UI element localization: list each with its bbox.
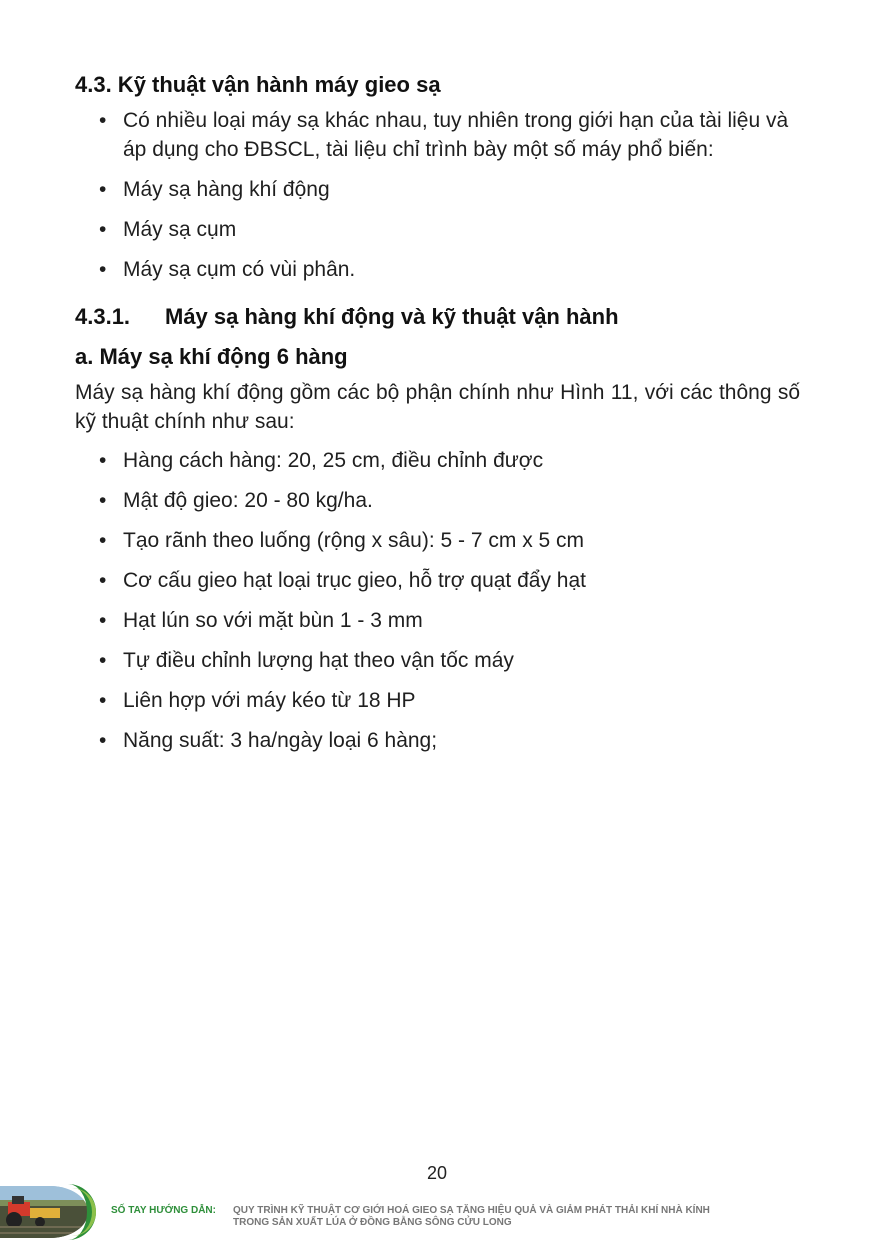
list-item: • Hạt lún so với mặt bùn 1 - 3 mm — [75, 606, 800, 635]
footer-caption — [111, 1205, 710, 1229]
footer-light-green-arc — [70, 1188, 96, 1236]
subsection-heading — [75, 298, 800, 336]
list-item: • Mật độ gieo: 20 - 80 kg/ha. — [75, 486, 800, 515]
list-item: • Cơ cấu gieo hạt loại trục gieo, hỗ trợ quạt đẩy hạt — [75, 566, 800, 595]
list-item: • Có nhiều loại máy sạ khác nhau, tuy nhiên trong giới hạn của tài liệu và áp dụng cho ĐBSCL, tài liệu chỉ trình bày một số máy phổ biến: — [75, 106, 800, 164]
subsection-title: Máy sạ hàng khí động và kỹ thuật vận hành — [165, 304, 619, 329]
body-paragraph: Máy sạ hàng khí động gồm các bộ phận chính như Hình 11, với các thông số kỹ thuật chính như sau: — [75, 381, 800, 433]
list-item: • Liên hợp với máy kéo từ 18 HP — [75, 686, 800, 715]
list-item: • Hàng cách hàng: 20, 25 cm, điều chỉnh được — [75, 446, 800, 475]
section-heading: 4.3. Kỹ thuật vận hành máy gieo sạ — [75, 72, 441, 97]
list-item: • Tự điều chỉnh lượng hạt theo vận tốc máy — [75, 646, 800, 675]
list-item: • Máy sạ cụm có vùi phân. — [75, 255, 800, 284]
subsection-number: 4.3.1. — [75, 304, 131, 329]
sub-subheading: a. Máy sạ khí động 6 hàng — [75, 344, 348, 369]
footer-line-2: TRONG SẢN XUẤT LÚA Ở ĐỒNG BẰNG SÔNG CỬU LONG — [233, 1217, 512, 1228]
list-item: • Máy sạ hàng khí động — [75, 175, 800, 204]
footer-line-1: QUY TRÌNH KỸ THUẬT CƠ GIỚI HOÁ GIEO SẠ TĂNG HIỆU QUẢ VÀ GIẢM PHÁT THẢI KHÍ NHÀ KÍNH — [233, 1205, 710, 1216]
list-item: • Năng suất: 3 ha/ngày loại 6 hàng; — [75, 726, 800, 755]
intro-bullet-list — [75, 106, 800, 284]
spec-bullet-list — [75, 446, 800, 755]
page-number: 20 — [426, 1163, 448, 1183]
footer-label: SỐ TAY HƯỚNG DẪN: — [111, 1205, 216, 1216]
document-body — [75, 66, 800, 766]
page-footer — [0, 1184, 874, 1240]
list-item: • Tạo rãnh theo luống (rộng x sâu): 5 - 7 cm x 5 cm — [75, 526, 800, 555]
list-item: • Máy sạ cụm — [75, 215, 800, 244]
